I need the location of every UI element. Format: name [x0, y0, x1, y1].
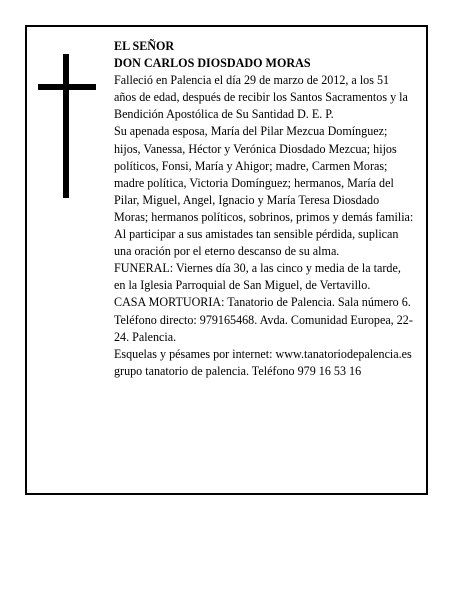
- funeral-home-contact: grupo tanatorio de palencia. Teléfono 979 16 53 16: [114, 363, 362, 378]
- latin-cross-icon: [38, 54, 96, 198]
- notice-text: [114, 38, 414, 380]
- cross-vertical-bar: [63, 54, 69, 198]
- notice-title-name: DON CARLOS DIOSDADO MORAS: [114, 56, 311, 71]
- prayer-request: Al participar a sus amistades tan sensible pérdida, suplican una oración por el eterno descanso de su alma.: [114, 227, 399, 259]
- notice-title-line1: EL SEÑOR: [114, 39, 175, 53]
- death-announcement: Falleció en Palencia el día 29 de marzo de 2012, a los 51 años de edad, después de recibir los Santos Sacramentos y la Bendición Apostólica de Su Santidad D. E. P.: [114, 73, 408, 122]
- internet-condolences: Esquelas y pésames por internet: www.tanatoriodepalencia.es: [114, 346, 412, 361]
- cross-horizontal-bar: [38, 84, 96, 90]
- funeral-details: FUNERAL: Viernes día 30, a las cinco y media de la tarde, en la Iglesia Parroquial de San Miguel, de Vertavillo.: [114, 261, 401, 293]
- family-list: Su apenada esposa, María del Pilar Mezcua Domínguez; hijos, Vanessa, Héctor y Verónica Diosdado Mezcua; hijos políticos, Fonsi, María y Ahigor; madre, Carmen Moras; madre política, Victoria Domínguez; hermanos, María del Pilar, Miguel, Angel, Ignacio y María Teresa Diosdado Moras; hermanos políticos, sobrinos, primos y demás familia:: [114, 124, 414, 224]
- mortuary-details: CASA MORTUORIA: Tanatorio de Palencia. Sala número 6. Teléfono directo: 979165468. Avda. Comunidad Europea, 22-24. Palencia.: [114, 295, 413, 344]
